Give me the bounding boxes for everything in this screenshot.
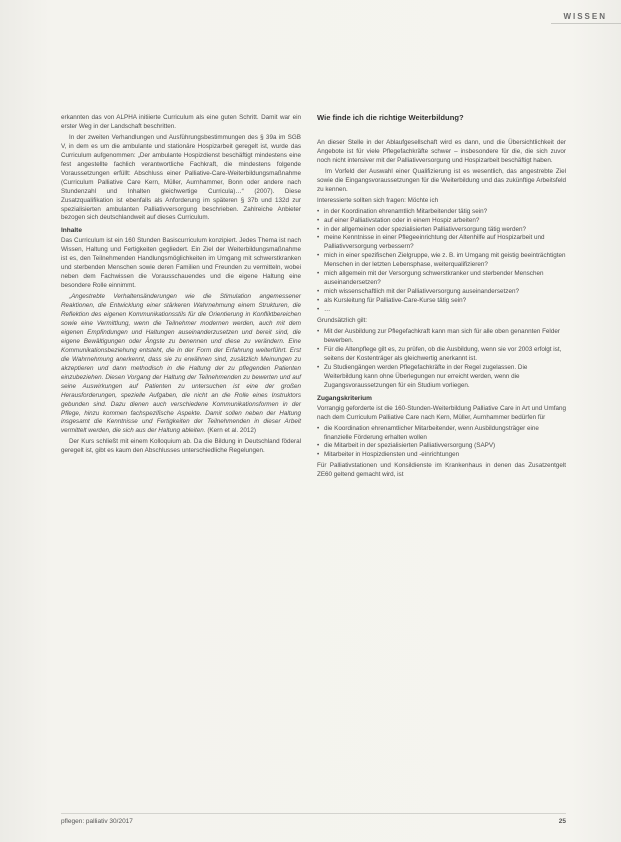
paragraph: Vorrangig geforderte ist die 160-Stunden-Weiterbildung Palliative Care in Art und Umfang nach dem Curriculum Palliative Care nach Kern, Müller, Aurnhammer bedürfen für <box>317 404 566 421</box>
list-item: • meine Kenntnisse in einer Pflegeeinrichtung der Altenhilfe auf Hospizarbeit und Palliativversorgung verbessern? <box>317 234 566 252</box>
questions-intro: Interessierte sollten sich fragen: Möchte ich <box>317 196 439 204</box>
list-item: • Zu Studiengängen werden Pflegefachkräfte in der Regel zugelassen. Die Weiterbildung kann ohne Überlegungen nur erreicht werden, wenn die Zugangsvoraussetzungen für ein Studium vorliegen. <box>317 364 566 391</box>
paragraph: An dieser Stelle in der Ablaufgesellschaft wird es dann, und die Übersichtlichkeit der Angebote ist für viele Pflegefachkräfte schwer – insbesondere für die, die sich zuvor noch nicht intensiver mit der Palliativversorgung und Hospizarbeit beschäftigt haben. <box>317 138 566 164</box>
paragraph: Für Palliativstationen und Konsildienste im Krankenhaus in denen das Zusatzentgelt ZE60 geltend gemacht wird, ist <box>317 462 566 479</box>
questions-list <box>317 208 566 315</box>
list-item: • mich allgemein mit der Versorgung schwerstkranker und sterbender Menschen auseinandersetzen? <box>317 270 566 288</box>
paragraph: In der zweiten Verhandlungen und Ausführungsbestimmungen des § 39a im SGB V, in dem es um die ambulante und stationäre Hospizarbeit geregelt ist, wurde das Curriculum aufgenommen: „Der ambulante Hospizdienst beschäftigt mindestens eine fest angestellte fachlich verantwortliche Fachkraft, die mindestens folgende Voraussetzungen erfüllt: Abschluss einer Palliative-Care-Weiterbildungsmaßnahme (Curriculum Palliative Care Kern, Müller, Aurnhammer, Bonn oder andere nach Stundenzahl und Inhalten gleichwertige Curricula)…“ (2007). Diese Zusatzqualifikation ist ebenfalls als Anforderung im späteren § 37b und 132d zur spezialisierten ambulanten Palliativversorgung beschrieben. Zahlreiche Anbieter bezogen sich deutschlandweit auf dieses Curriculum. <box>61 133 301 222</box>
section-title: Wie finde ich die richtige Weiterbildung? <box>317 113 464 122</box>
list-item: • auf einer Palliativstation oder in einem Hospiz arbeiten? <box>317 217 566 226</box>
heading-zugangskriterium: Zugangskriterium <box>317 394 372 402</box>
list-item: • mich in einer spezifischen Zielgruppe, wie z. B. im Umgang mit geistig beeinträchtigten Menschen in der letzten Lebensphase, weiterqualifizieren? <box>317 252 566 270</box>
basics-intro: Grundsätzlich gilt: <box>317 317 368 325</box>
section-rule <box>551 23 621 24</box>
section-tag: WISSEN <box>563 12 607 21</box>
page-number: 25 <box>558 818 566 825</box>
list-item: • … <box>317 306 566 315</box>
list-item: • in der allgemeinen oder spezialisierten Palliativversorgung tätig werden? <box>317 226 566 235</box>
footer-rule <box>61 813 566 814</box>
footer-journal: pflegen: palliativ 30/2017 <box>61 818 133 825</box>
list-item: • die Mitarbeit in der spezialisierten Palliativversorgung (SAPV) <box>317 442 566 451</box>
paragraph: Im Vorfeld der Auswahl einer Qualifizierung ist es wesentlich, das angestrebte Ziel sowie die Eingangsvoraussetzungen für die Weiterbildung und das zukünftige Arbeitsfeld zu kennen. <box>317 167 566 193</box>
basics-list <box>317 328 566 391</box>
quote-citation: (Kern et al. 2012) <box>207 427 256 435</box>
list-item: • in der Koordination ehrenamtlich Mitarbeitender tätig sein? <box>317 208 566 217</box>
criteria-list <box>317 425 566 461</box>
paragraph: erkannten das von ALPHA initiierte Curriculum als eine guten Schritt. Damit war ein erster Weg in der Landschaft beschritten. <box>61 114 301 130</box>
heading-inhalte: Inhalte <box>61 227 82 235</box>
quote-text: „Angestrebte Verhaltensänderungen wie die Stimulation angemessener Reaktionen, die Entwicklung einer stärkeren Wahrnehmung einem Strukturen, die Reflektion des eigenen Kommunikationsstils für die Orientierung in Konfliktbereichen sowie eine Vermittlung, wenn die Teilnehmer modernen werden, auch mit dem eigenen Empfindungen und Haltungen auseinanderzusetzen und bereit sind, die eigene Bewältigungen oder Ängste zu benennen und diese zu verändern. Eine Kommunikationsbeziehung entsteht, die in der Form der Erfahrung weiterführt. Erst die Wahrnehmung anerkennt, dass sie zu erwähnen sind, zusätzlich Meinungen zu akzeptieren und dann methodisch in die Haltung der zu pflegenden Patienten einzubeziehen. Diesen Vorgang der Haltung der Teilnehmenden zu bewerten und auf seine Auswirkungen auf Patienten zu untersuchen ist eine der großen Herausforderungen, spezielle Aufgaben, die nicht an die Rolle eines Instruktors gebunden sind. Dazu dienen auch verschiedene Kommunikationsformen in der Pflege, hinzu kommen fachspezifische Aspekte. Damit sollen neben der Haltung insgesamt die Kenntnisse und Fertigkeiten der Teilnehmenden in dieser Arbeit vermittelt werden, die sich aus der Haltung ableiten. <box>61 293 301 435</box>
list-item: • Mitarbeiter in Hospizdiensten und -einrichtungen <box>317 451 566 460</box>
list-item: • als Kursleitung für Palliative-Care-Kurse tätig sein? <box>317 297 566 306</box>
right-column <box>317 114 566 482</box>
quote-paragraph <box>61 293 301 436</box>
list-item: • Mit der Ausbildung zur Pflegefachkraft kann man sich für alle oben genannten Felder bewerben. <box>317 328 566 346</box>
left-column <box>61 114 301 458</box>
paragraph: Das Curriculum ist ein 160 Stunden Basiscurriculum konzipiert. Jedes Thema ist nach Wissen, Haltung und Fertigkeiten gegliedert. Ein Ziel der Weiterbildungsmaßnahme ist es, den Teilnehmenden Handlungsmöglichkeiten im Umgang mit schwerstkranken und sterbenden Menschen sowie deren Familien und Freunden zu vermitteln, wobei neben dem Fachwissen die Vorausschauendes und die eigene Haltung eine besondere Rolle einnimmt. <box>61 237 301 290</box>
list-item: • Für die Altenpflege gilt es, zu prüfen, ob die Ausbildung, wenn sie vor 2003 erfolgt ist, seitens der Kostenträger als gleichwertig anerkannt ist. <box>317 346 566 364</box>
paragraph: Der Kurs schließt mit einem Kolloquium ab. Da die Bildung in Deutschland föderal geregelt ist, gibt es kaum den Abschlusses unterschiedliche Regelungen. <box>61 438 301 455</box>
list-item: • mich wissenschaftlich mit der Palliativversorgung auseinandersetzen? <box>317 288 566 297</box>
list-item: • die Koordination ehrenamtlicher Mitarbeitender, wenn Ausbildungsträger eine finanzielle Förderung erhalten wollen <box>317 425 566 443</box>
